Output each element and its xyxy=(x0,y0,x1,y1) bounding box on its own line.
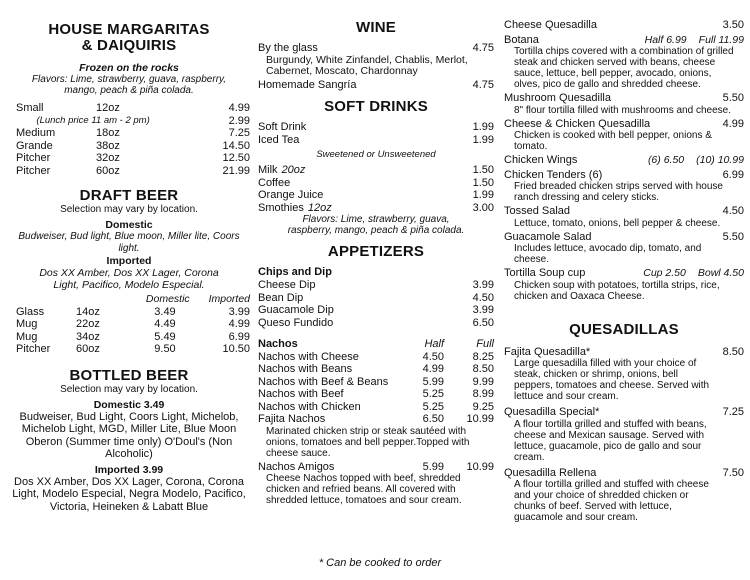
appetizer-item-name: Botana xyxy=(504,33,539,46)
quesadilla-item-price: 7.25 xyxy=(722,406,744,418)
appetizer-item-row xyxy=(504,267,744,280)
quesadilla-item-desc: A flour tortilla grilled and stuffed with beans, cheese and Mexican sausage. Served with lettuce, guacamole, pico de gallo and sour cream. xyxy=(514,418,707,463)
soft-drink-item xyxy=(258,164,494,177)
margarita-row-name: Grande xyxy=(16,139,53,152)
chips-item-name: Cheese Dip xyxy=(258,279,316,291)
soft-drink-label xyxy=(258,189,323,202)
draft-row-size: 60oz xyxy=(76,343,100,355)
nachos-amigos xyxy=(258,461,494,474)
bottled-domestic-list: Budweiser, Bud Light, Coors Light, Michelob, Michelob Light, MGD, Miller Lite, Blue Moon Oberon (Summer time only) O'Doul's (Non Alcoholic) xyxy=(19,410,239,460)
margarita-row xyxy=(8,152,250,165)
draft-row xyxy=(8,343,250,356)
wine-varieties: Burgundy, White Zinfandel, Chablis, Merlot, Cabernet, Moscato, Chardonnay xyxy=(266,53,468,77)
appetizer-item-sizes xyxy=(648,154,744,167)
margarita-row xyxy=(8,115,250,128)
soft-drink-price: 3.00 xyxy=(472,201,494,214)
margarita-row xyxy=(8,127,250,140)
appetizer-item-sizes xyxy=(645,34,744,47)
appetizer-item-name: Guacamole Salad xyxy=(504,230,592,243)
nachos-row-name: Nachos with Beef xyxy=(258,388,344,400)
soft-drink-item xyxy=(258,189,494,202)
draft-header-spacer xyxy=(76,293,126,306)
margarita-row xyxy=(8,102,250,115)
draft-header-row xyxy=(8,293,250,306)
nachos-half-header: Half xyxy=(424,338,444,350)
nachos-amigos-desc: Cheese Nachos topped with beef, shredded chicken and refried beans. All covered with shredded lettuce, tomatoes and sour cream. xyxy=(266,473,462,506)
margarita-row-name: Medium xyxy=(16,127,56,139)
column-wine-appetizers xyxy=(258,0,494,506)
chips-item-price: 3.99 xyxy=(472,279,494,291)
margarita-price-table xyxy=(8,102,250,177)
margarita-row xyxy=(8,165,250,178)
margarita-row-name: Pitcher xyxy=(16,164,51,177)
soft-drink-name: Soft Drink xyxy=(258,121,307,133)
soft-drink-label xyxy=(258,202,332,215)
nachos-row xyxy=(258,388,494,401)
draft-row-size: 14oz xyxy=(76,305,100,318)
chips-item-price: 4.50 xyxy=(472,291,494,304)
appetizer-item xyxy=(504,19,744,32)
nachos-header-row xyxy=(258,338,494,351)
appetizer-item-name: Cheese & Chicken Quesadilla xyxy=(504,117,651,130)
appetizer-item-price: 4.99 xyxy=(722,117,744,130)
appetizer-item-row xyxy=(504,118,744,131)
draft-row-domestic: 4.49 xyxy=(154,318,176,330)
appetizer-item-price-large: Full 11.99 xyxy=(698,33,744,46)
appetizer-item-row xyxy=(504,19,744,32)
appetizer-item-desc: Lettuce, tomato, onions, bell pepper & cheese. xyxy=(514,217,721,229)
fajita-nachos-desc: Marinated chicken strip or steak sautéed with onions, tomatoes and bell pepper.Topped with cheese sauce. xyxy=(266,425,470,459)
chips-item-name: Bean Dip xyxy=(258,291,304,304)
wine-by-glass-price: 4.75 xyxy=(472,42,494,54)
draft-row-domestic: 3.49 xyxy=(154,305,176,318)
appetizer-item xyxy=(504,267,744,302)
appetizer-item-price: 4.50 xyxy=(722,205,744,217)
draft-beer-title: DRAFT BEER xyxy=(79,187,179,204)
soft-drink-size: 20oz xyxy=(281,164,306,176)
smoothie-flavors: Flavors: Lime, strawberry, guava, raspberry, mango, peach & piña colada. xyxy=(287,214,465,236)
nachos-amigos-half: 5.99 xyxy=(422,460,444,473)
chips-item xyxy=(258,304,494,317)
draft-row-name: Mug xyxy=(16,318,38,330)
draft-header-spacer xyxy=(8,293,76,306)
draft-row-name: Glass xyxy=(16,305,45,318)
nachos-table xyxy=(258,338,494,426)
soft-drink-price: 1.99 xyxy=(472,133,494,146)
appetizer-item-price-small: Half 6.99 xyxy=(644,33,687,46)
margarita-row-name: (Lunch price 11 am - 2 pm) xyxy=(36,114,150,126)
draft-row-name: Mug xyxy=(16,330,38,343)
tea-note: Sweetened or Unsweetened xyxy=(316,149,436,160)
soft-drink-name: Milk xyxy=(258,164,278,176)
nachos-row-full: 8.50 xyxy=(472,363,494,375)
appetizer-item-row xyxy=(504,92,744,105)
nachos-row-full: 9.25 xyxy=(472,400,494,413)
wine-title: WINE xyxy=(356,19,396,36)
soft-drinks-list-1 xyxy=(258,121,494,146)
nachos-row-full: 8.99 xyxy=(472,388,494,400)
quesadillas-title: QUESADILLAS xyxy=(569,320,679,338)
nachos-row-half: 5.99 xyxy=(422,375,444,388)
bottled-domestic-label: Domestic 3.49 xyxy=(93,398,165,411)
appetizer-item xyxy=(504,205,744,229)
draft-row xyxy=(8,331,250,344)
quesadilla-item-name: Quesadilla Rellena xyxy=(504,466,597,479)
chips-item xyxy=(258,292,494,305)
wine-sangria-price: 4.75 xyxy=(472,78,494,91)
appetizer-item xyxy=(504,154,744,167)
nachos-row-name: Nachos with Beans xyxy=(258,363,353,375)
appetizer-item-row xyxy=(504,34,744,47)
bottled-imported-label: Imported 3.99 xyxy=(94,463,164,476)
margarita-row-price: 12.50 xyxy=(222,152,250,164)
wine-sangria xyxy=(258,79,494,92)
soft-drink-price: 1.99 xyxy=(472,189,494,201)
margarita-row-price: 14.50 xyxy=(222,139,250,152)
wine-by-glass xyxy=(258,42,494,55)
draft-imported-list: Dos XX Amber, Dos XX Lager, Corona Light, Pacifico, Modelo Especial. xyxy=(39,267,219,291)
draft-price-table xyxy=(8,293,250,356)
soft-drink-name: Coffee xyxy=(258,176,291,189)
margarita-row-name: Small xyxy=(16,102,44,114)
margarita-row-size: 60oz xyxy=(96,164,120,177)
nachos-row-name: Nachos with Chicken xyxy=(258,400,361,413)
chips-item-name: Queso Fundido xyxy=(258,316,334,329)
appetizer-item-name: Cheese Quesadilla xyxy=(504,19,597,31)
appetizer-item-price: 5.50 xyxy=(722,230,744,243)
draft-row-size: 34oz xyxy=(76,330,100,343)
soft-drink-item xyxy=(258,177,494,190)
column-appetizers-quesadillas xyxy=(504,0,744,527)
soft-drink-name: Orange Juice xyxy=(258,189,324,201)
draft-row-size: 22oz xyxy=(76,318,100,330)
appetizer-item xyxy=(504,231,744,266)
draft-row xyxy=(8,306,250,319)
nachos-row-half: 4.99 xyxy=(422,363,444,375)
quesadilla-item-desc: A flour tortilla grilled and stuffed with cheese and your choice of shredded chicken or chunks of beef. Served with lettuce, guacamole and sour cream. xyxy=(514,479,709,523)
nachos-row xyxy=(258,351,494,364)
quesadilla-item xyxy=(504,346,744,403)
chips-item xyxy=(258,279,494,292)
draft-row-imported: 4.99 xyxy=(228,318,250,330)
margaritas-title: HOUSE MARGARITAS xyxy=(48,21,210,38)
appetizer-items xyxy=(504,19,744,302)
appetizer-item-row xyxy=(504,231,744,244)
wine-by-glass-label: By the glass xyxy=(258,42,318,54)
nachos-amigos-full: 10.99 xyxy=(466,460,494,473)
appetizer-item-sizes xyxy=(643,267,744,280)
appetizer-item-desc: Chicken soup with potatoes, tortilla strips, rice, chicken and Oaxaca Cheese. xyxy=(514,279,720,302)
nachos-row-name: Nachos with Beef & Beans xyxy=(258,375,389,388)
draft-note: Selection may vary by location. xyxy=(60,204,198,215)
nachos-row xyxy=(258,376,494,389)
nachos-row-half: 5.25 xyxy=(422,388,444,400)
chips-item-price: 3.99 xyxy=(472,304,494,316)
appetizer-item-price-small: (6) 6.50 xyxy=(647,154,685,166)
soft-drink-label xyxy=(258,177,290,190)
margarita-row-name: Pitcher xyxy=(16,152,51,164)
appetizer-item-price: 6.99 xyxy=(722,168,744,181)
nachos-amigos-name: Nachos Amigos xyxy=(258,460,335,473)
bottled-imported-list: Dos XX Amber, Dos XX Lager, Corona, Corona Light, Modelo Especial, Negra Modelo, Pacifico, Victoria, Heineken & Labatt Blue xyxy=(12,475,246,513)
wine-sangria-label: Homemade Sangría xyxy=(258,78,357,91)
nachos-row-half: 4.50 xyxy=(422,350,444,363)
appetizer-item-row xyxy=(504,169,744,182)
bottled-beer-title: BOTTLED BEER xyxy=(69,366,189,384)
appetizer-item-desc: Tortilla chips covered with a combination of grilled steak and chicken served with beans, cheese sauce, lettuce, bell pepper, avocado, onions, olves, pico de gallo and shredded cheese. xyxy=(514,46,734,90)
margarita-row-price: 2.99 xyxy=(228,114,250,127)
appetizer-item-desc: Fried breaded chicken strips served with house ranch dressing and celery sticks. xyxy=(514,181,723,203)
nachos-label: Nachos xyxy=(258,338,298,350)
soft-drink-label xyxy=(258,164,305,177)
quesadilla-item-price: 7.50 xyxy=(722,466,744,479)
draft-header-domestic: Domestic xyxy=(145,293,190,305)
draft-row-domestic: 5.49 xyxy=(154,330,176,343)
draft-row-imported: 3.99 xyxy=(228,305,250,318)
chips-label: Chips and Dip xyxy=(258,266,332,278)
appetizer-item-price-small: Cup 2.50 xyxy=(643,267,686,279)
margaritas-title-2: & DAIQUIRIS xyxy=(81,37,177,54)
draft-domestic-list: Budweiser, Bud light, Blue moon, Miller lite, Coors light. xyxy=(18,231,240,254)
soft-drinks-list-2 xyxy=(258,164,494,214)
draft-row-name: Pitcher xyxy=(16,343,51,355)
margarita-flavors: Flavors: Lime, strawberry, guava, raspberry, mango, peach & piña colada. xyxy=(31,74,227,96)
column-drinks xyxy=(8,0,250,513)
quesadilla-item-name: Fajita Quesadilla* xyxy=(504,345,591,358)
margarita-row-size: 12oz xyxy=(96,102,120,114)
appetizer-item xyxy=(504,34,744,91)
nachos-row-full: 10.99 xyxy=(466,413,494,425)
nachos-row xyxy=(258,413,494,426)
margarita-row-price: 21.99 xyxy=(222,164,250,177)
margarita-row-size: 18oz xyxy=(96,127,120,139)
bottled-note: Selection may vary by location. xyxy=(60,383,198,395)
draft-domestic-label: Domestic xyxy=(105,219,153,231)
margarita-row-price: 4.99 xyxy=(228,102,250,114)
soft-drink-price: 1.50 xyxy=(472,164,494,176)
appetizer-item-row xyxy=(504,205,744,218)
appetizer-item-row xyxy=(504,154,744,167)
appetizer-item xyxy=(504,169,744,204)
nachos-row-full: 8.25 xyxy=(472,350,494,363)
quesadilla-item xyxy=(504,467,744,524)
soft-drink-item xyxy=(258,134,494,147)
quesadilla-item-name: Quesadilla Special* xyxy=(504,406,600,418)
appetizer-item-name: Mushroom Quesadilla xyxy=(504,92,611,104)
appetizer-item-name: Tortilla Soup cup xyxy=(504,267,586,279)
nachos-row-name: Nachos with Cheese xyxy=(258,350,359,363)
draft-row-imported: 10.50 xyxy=(222,343,250,355)
margarita-row-size: 32oz xyxy=(96,152,120,164)
nachos-row-full: 9.99 xyxy=(472,375,494,388)
chips-item xyxy=(258,317,494,330)
quesadilla-item xyxy=(504,406,744,463)
quesadilla-item-row xyxy=(504,467,744,480)
quesadilla-item-desc: Large quesadilla filled with your choice of steak, chicken or shrimp, onions, bell peppers, tomatoes and cheese. Served with lettuce and sour cream. xyxy=(514,358,710,402)
appetizer-item-name: Chicken Tenders (6) xyxy=(504,168,603,181)
appetizer-item xyxy=(504,118,744,153)
nachos-row xyxy=(258,363,494,376)
soft-drinks-title: SOFT DRINKS xyxy=(324,98,428,115)
soft-drink-price: 1.50 xyxy=(472,176,494,189)
nachos-row-half: 6.50 xyxy=(422,413,444,425)
chips-list xyxy=(258,279,494,329)
soft-drink-item xyxy=(258,121,494,134)
quesadilla-item-row xyxy=(504,406,744,419)
soft-drink-name: Smothies xyxy=(258,201,304,214)
margarita-row xyxy=(8,140,250,153)
nachos-row xyxy=(258,401,494,414)
draft-row-domestic: 9.50 xyxy=(154,343,176,355)
draft-row-imported: 6.99 xyxy=(228,330,250,343)
appetizer-item-price-large: (10) 10.99 xyxy=(696,154,744,166)
soft-drink-price: 1.99 xyxy=(472,121,494,133)
frozen-label: Frozen on the rocks xyxy=(79,62,179,74)
appetizer-item-price: 3.50 xyxy=(722,19,744,31)
nachos-full-header: Full xyxy=(476,338,494,350)
appetizer-item-name: Tossed Salad xyxy=(504,205,571,217)
chips-item-name: Guacamole Dip xyxy=(258,304,334,316)
appetizer-item xyxy=(504,92,744,116)
appetizer-item-desc: Chicken is cooked with bell pepper, onions & tomato. xyxy=(514,130,712,152)
margarita-row-size: 38oz xyxy=(96,139,120,152)
soft-drink-name: Iced Tea xyxy=(258,133,300,146)
nachos-row-half: 5.25 xyxy=(422,400,444,413)
nachos-row-name: Fajita Nachos xyxy=(258,413,326,425)
appetizer-item-price-large: Bowl 4.50 xyxy=(697,267,744,279)
draft-imported-label: Imported xyxy=(106,255,152,267)
soft-drink-item xyxy=(258,202,494,215)
appetizers-title: APPETIZERS xyxy=(327,243,425,260)
appetizer-item-name: Chicken Wings xyxy=(504,154,578,166)
soft-drink-size: 12oz xyxy=(307,201,332,214)
footnote: * Can be cooked to order xyxy=(318,557,442,569)
chips-item-price: 6.50 xyxy=(472,316,494,329)
quesadilla-item-price: 8.50 xyxy=(722,345,744,358)
appetizer-item-desc: 8" flour tortilla filled with mushrooms and cheese. xyxy=(514,104,731,116)
quesadilla-item-row xyxy=(504,346,744,359)
quesadilla-items xyxy=(504,346,744,524)
appetizer-item-desc: Includes lettuce, avocado dip, tomato, and cheese. xyxy=(514,243,702,265)
margarita-row-price: 7.25 xyxy=(228,127,250,139)
draft-header-imported: Imported xyxy=(208,293,250,305)
draft-row xyxy=(8,318,250,331)
appetizer-item-price: 5.50 xyxy=(722,92,744,104)
